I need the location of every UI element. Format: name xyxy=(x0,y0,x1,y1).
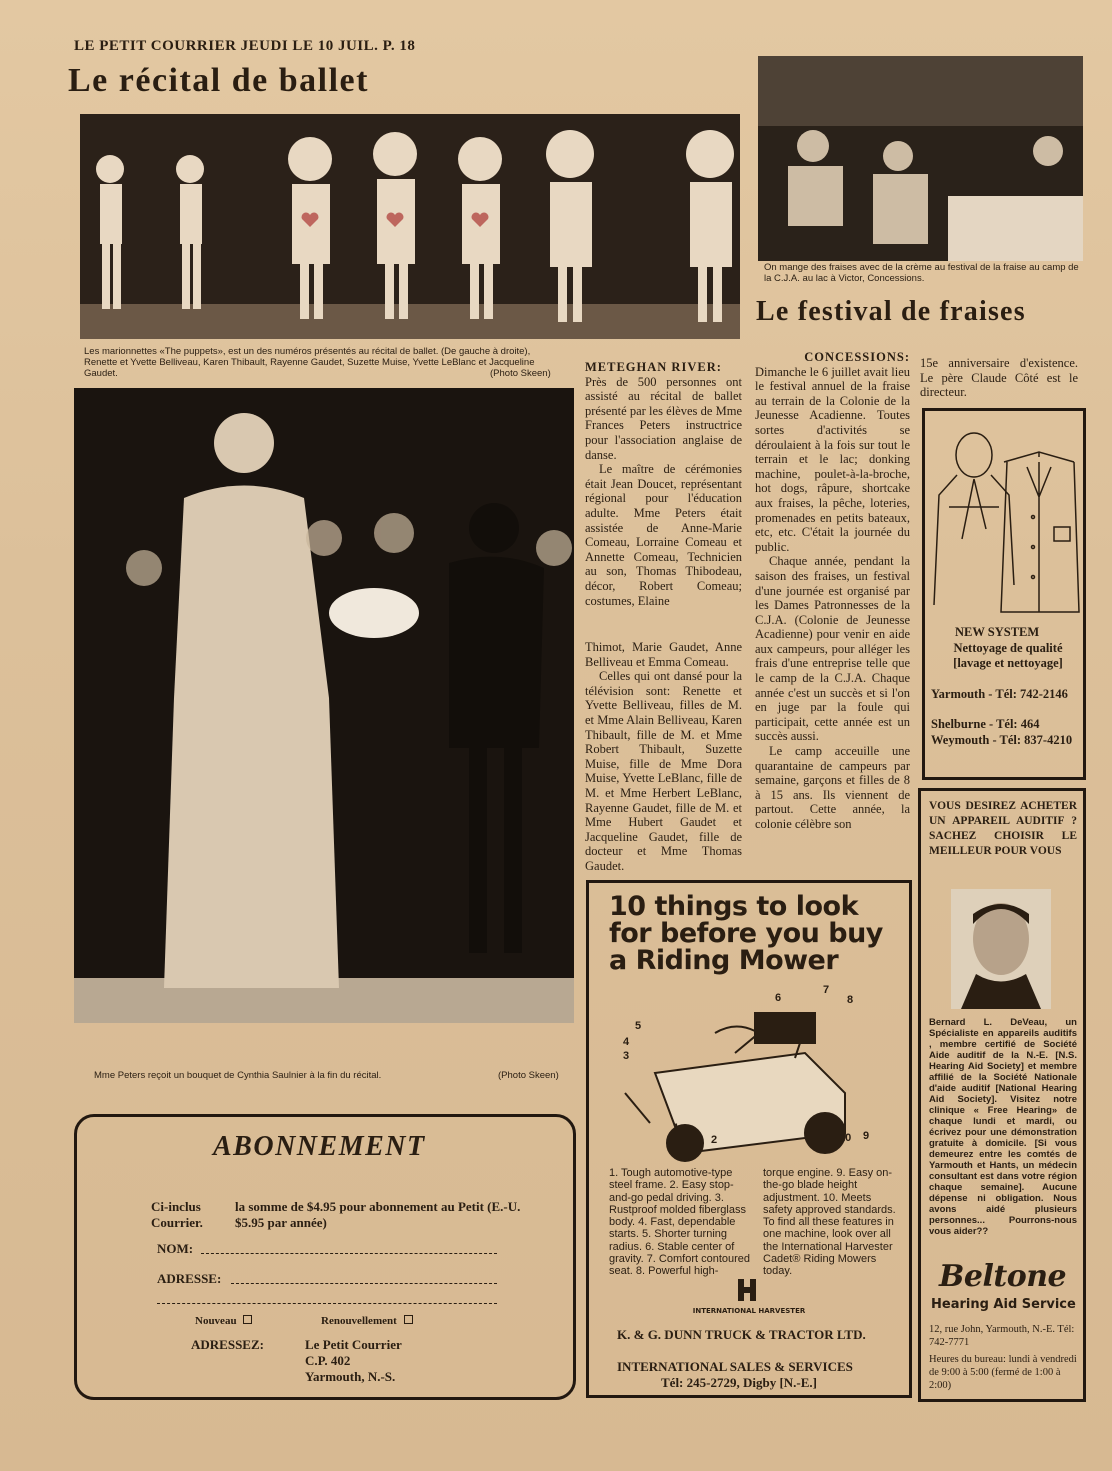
ballet-dateline: METEGHAN RIVER: xyxy=(585,360,722,374)
festival-p1: Dimanche le 6 juillet avait lieu le festival annuel de la fraise au terrain de la Colonie de la Jeunesse Acadienne. Toutes sortes d'activités se déroulaient à la fois sur tout le terrain et le lac; donking machine, poulet-à-la-broche, hot dogs, râpure, shortcake aux fraises, la pêche, loteries, promenades en petits bateaux, etc, etc. C'était la journée du public. xyxy=(755,364,910,554)
ballet-article-top xyxy=(585,360,742,608)
address-line-1: Le Petit Courrier xyxy=(305,1337,402,1352)
subscription-ci-inclus: Ci-inclus Courrier. xyxy=(151,1199,203,1230)
beltone-intro: VOUS DESIREZ ACHETER UN APPAREIL AUDITIF ? SACHEZ CHOISIR LE MEILLEUR POUR VOUS xyxy=(929,800,1077,857)
new-system-name: NEW SYSTEM xyxy=(955,625,1040,639)
mower-part-number: 6 xyxy=(775,992,782,1004)
beltone-ad xyxy=(918,788,1086,1402)
bouquet-caption: Mme Peters reçoit un bouquet de Cynthia Saulnier à la fin du récital. xyxy=(94,1070,382,1081)
adresse-input-2[interactable] xyxy=(157,1303,497,1304)
ballet-p4: Celles qui ont dansé pour la télévision sont: Renette et Yvette Belliveau, filles de M. et Mme Alain Belliveau, Karen Thibault, fille de M. et Mme Robert Thibault, Suzette Muise, fille de Mme Dora Muise, Yvette LeBlanc, fille de M. et Mme Herbert LeBlanc, Rayenne Gaudet, fille de M. et Mme Hubert Gaudet et Jacqueline Gaudet, fille de docteur et Mme Thomas Gaudet. xyxy=(585,669,742,873)
mower-list-right: torque engine. 9. Easy on-the-go blade height adjustment. 10. Meets safety approved standards. To find all these features in one machine, look over all the International Harvester Cadet® Riding Mowers today. xyxy=(763,1167,896,1278)
festival-p3: Le camp acceuille une quarantaine de campeurs par semaine, garçons et filles de 8 à 15 ans. Ils viennent de partout. Cette année, la colonie célèbre son xyxy=(755,744,910,831)
subscription-amount: la somme de $4.95 pour abonnement au Petit (E.-U. $5.95 par année) xyxy=(235,1199,521,1230)
adressez-label: ADRESSEZ: xyxy=(191,1337,264,1352)
ballet-p1: Près de 500 personnes ont assisté au récital de ballet présenté par les élèves de Mme Frances Peters instructrice pour l'association anglaise de danse. xyxy=(585,374,742,462)
subscription-title: ABONNEMENT xyxy=(213,1131,426,1162)
mower-part-number: 10 xyxy=(839,1132,852,1144)
renouvellement-checkbox[interactable] xyxy=(404,1315,413,1324)
deveau-portrait xyxy=(951,889,1051,1009)
strawberry-festival-photo xyxy=(758,56,1083,261)
festival-article xyxy=(755,350,910,832)
puppets-photo xyxy=(80,114,740,339)
nouveau-label: Nouveau xyxy=(195,1313,252,1329)
mower-headline: 10 things to look for before you buy a Riding Mower xyxy=(609,891,883,976)
beltone-hours: Heures du bureau: lundi à vendredi de 9:00 à 5:00 (fermé de 1:00 à 2:00) xyxy=(929,1354,1077,1391)
nom-input[interactable] xyxy=(201,1253,497,1254)
riding-mower-ad xyxy=(586,880,912,1398)
mower-part-number: 7 xyxy=(823,984,830,996)
festival-p4: 15e anniversaire d'existence. Le père Claude Côté est le directeur. xyxy=(920,356,1078,400)
subscription-form xyxy=(74,1114,576,1400)
masthead: LE PETIT COURRIER JEUDI LE 10 JUIL. P. 18 xyxy=(74,38,416,54)
bouquet-credit: (Photo Skeen) xyxy=(498,1070,559,1081)
mower-part-number: 5 xyxy=(635,1020,642,1032)
beltone-body: Bernard L. DeVeau, un Spécialiste en appareils auditifs , membre certifié de Société Aide auditif de la N.-E. [N.S. Hearing Aid Society] et membre affilié de la Société Nationale d'aide auditif [National Hearing Aid Society]. Visitez notre clinique « Free Hearing» de chaque lundi et mardi, ou écrivez pour une démonstration gratuite à domicile. [Si vous demeurez entre les comtés de Yarmouth et Hants, un médecin consultant est dans votre région chaque semaine]. Aucune dépense ni obligation. Nous avons aidé plusieurs personnes... Pourrons-nous vous aider?? xyxy=(929,1017,1077,1237)
festival-headline: Le festival de fraises xyxy=(756,296,1026,327)
address-line-2: C.P. 402 xyxy=(305,1353,351,1368)
mower-part-number: 8 xyxy=(847,994,854,1006)
riding-mower-illustration xyxy=(615,983,875,1163)
festival-article-end xyxy=(920,356,1078,400)
bouquet-photo xyxy=(74,388,574,1023)
ballet-article-bottom xyxy=(585,640,742,874)
men-in-jackets-illustration xyxy=(929,417,1081,622)
ih-logo-icon xyxy=(735,1277,759,1303)
mower-part-number: 3 xyxy=(623,1050,630,1062)
address-line-3: Yarmouth, N.-S. xyxy=(305,1369,396,1384)
ballet-p2: Le maître de cérémonies était Jean Doucet, représentant régional pour l'éducation adulte. Mme Peters était assistée de Anne-Marie Comeau, Lorraine Comeau et Annette Comeau, Technicien au son, Thomas Thibodeau, décor, Robert Comeau; costumes, Elaine xyxy=(585,462,742,608)
festival-p2: Chaque année, pendant la saison des fraises, un festival d'une journée est organisé par les Dames Patronnesses de la C.J.A. (Colonie de Jeunesse Acadienne) pour venir en aide aux campeurs, pour alléger les frais d'une entreprise telle que le camp de la C.J.A. Chaque année c'est un succès et si l'on en juge par la foule qui participait, cette année est un succès aussi. xyxy=(755,554,910,744)
subscription-nom-label: NOM: xyxy=(157,1241,194,1256)
puppets-caption: Les marionnettes «The puppets», est un des numéros présentés au récital de ballet. (De gauche à droite), Renette et Yvette Belliveau, Karen Thibault, Rayenne Gaudet, Suzette Muise, Yvette LeBlanc et Jacqueline Gaudet. xyxy=(84,346,535,379)
mower-part-number: 2 xyxy=(711,1134,718,1146)
new-system-phone-shelburne: Shelburne - Tél: 464 xyxy=(931,717,1040,731)
nouveau-checkbox[interactable] xyxy=(243,1315,252,1324)
mower-list-left: 1. Tough automotive-type steel frame. 2. Easy stop-and-go pedal driving. 3. Rustproof molded fiberglass body. 4. Fast, dependable starts. 5. Shorter turning radius. 6. Stable center of gravity. 7. Comfort contoured seat. 8. Powerful high- xyxy=(609,1167,751,1278)
mower-dealer: K. & G. DUNN TRUCK & TRACTOR LTD. xyxy=(617,1327,866,1342)
new-system-ad xyxy=(922,408,1086,780)
puppets-credit: (Photo Skeen) xyxy=(490,368,551,379)
renouvellement-label: Renouvellement xyxy=(321,1313,413,1329)
festival-dateline: CONCESSIONS: xyxy=(804,350,910,364)
beltone-service: Hearing Aid Service xyxy=(931,1297,1076,1312)
new-system-tagline: Nettoyage de qualité [lavage et nettoyage] xyxy=(953,641,1063,670)
beltone-address: 12, rue John, Yarmouth, N.-E. Tél: 742-7771 xyxy=(929,1324,1075,1348)
mower-part-number: 9 xyxy=(863,1130,870,1142)
ballet-p3: Thimot, Marie Gaudet, Anne Belliveau et Emma Comeau. xyxy=(585,640,742,669)
festival-photo-caption: On mange des fraises avec de la crème au festival de la fraise au camp de la C.J.A. au lac à Victor, Concessions. xyxy=(764,262,1079,284)
mower-part-number: 4 xyxy=(623,1036,630,1048)
ballet-headline: Le récital de ballet xyxy=(68,62,369,99)
mower-part-number: 1 xyxy=(673,1122,680,1134)
subscription-adresse-label: ADRESSE: xyxy=(157,1271,222,1286)
new-system-phone-weymouth: Weymouth - Tél: 837-4210 xyxy=(931,733,1073,747)
beltone-logo: Beltone xyxy=(939,1259,1067,1294)
ih-logo-text: INTERNATIONAL HARVESTER xyxy=(692,1307,806,1315)
adresse-input-1[interactable] xyxy=(231,1283,497,1284)
new-system-phone-yarmouth: Yarmouth - Tél: 742-2146 xyxy=(931,687,1068,701)
mower-dealer-sub: INTERNATIONAL SALES & SERVICES xyxy=(617,1359,853,1374)
mower-dealer-phone: Tél: 245-2729, Digby [N.-E.] xyxy=(661,1375,817,1390)
